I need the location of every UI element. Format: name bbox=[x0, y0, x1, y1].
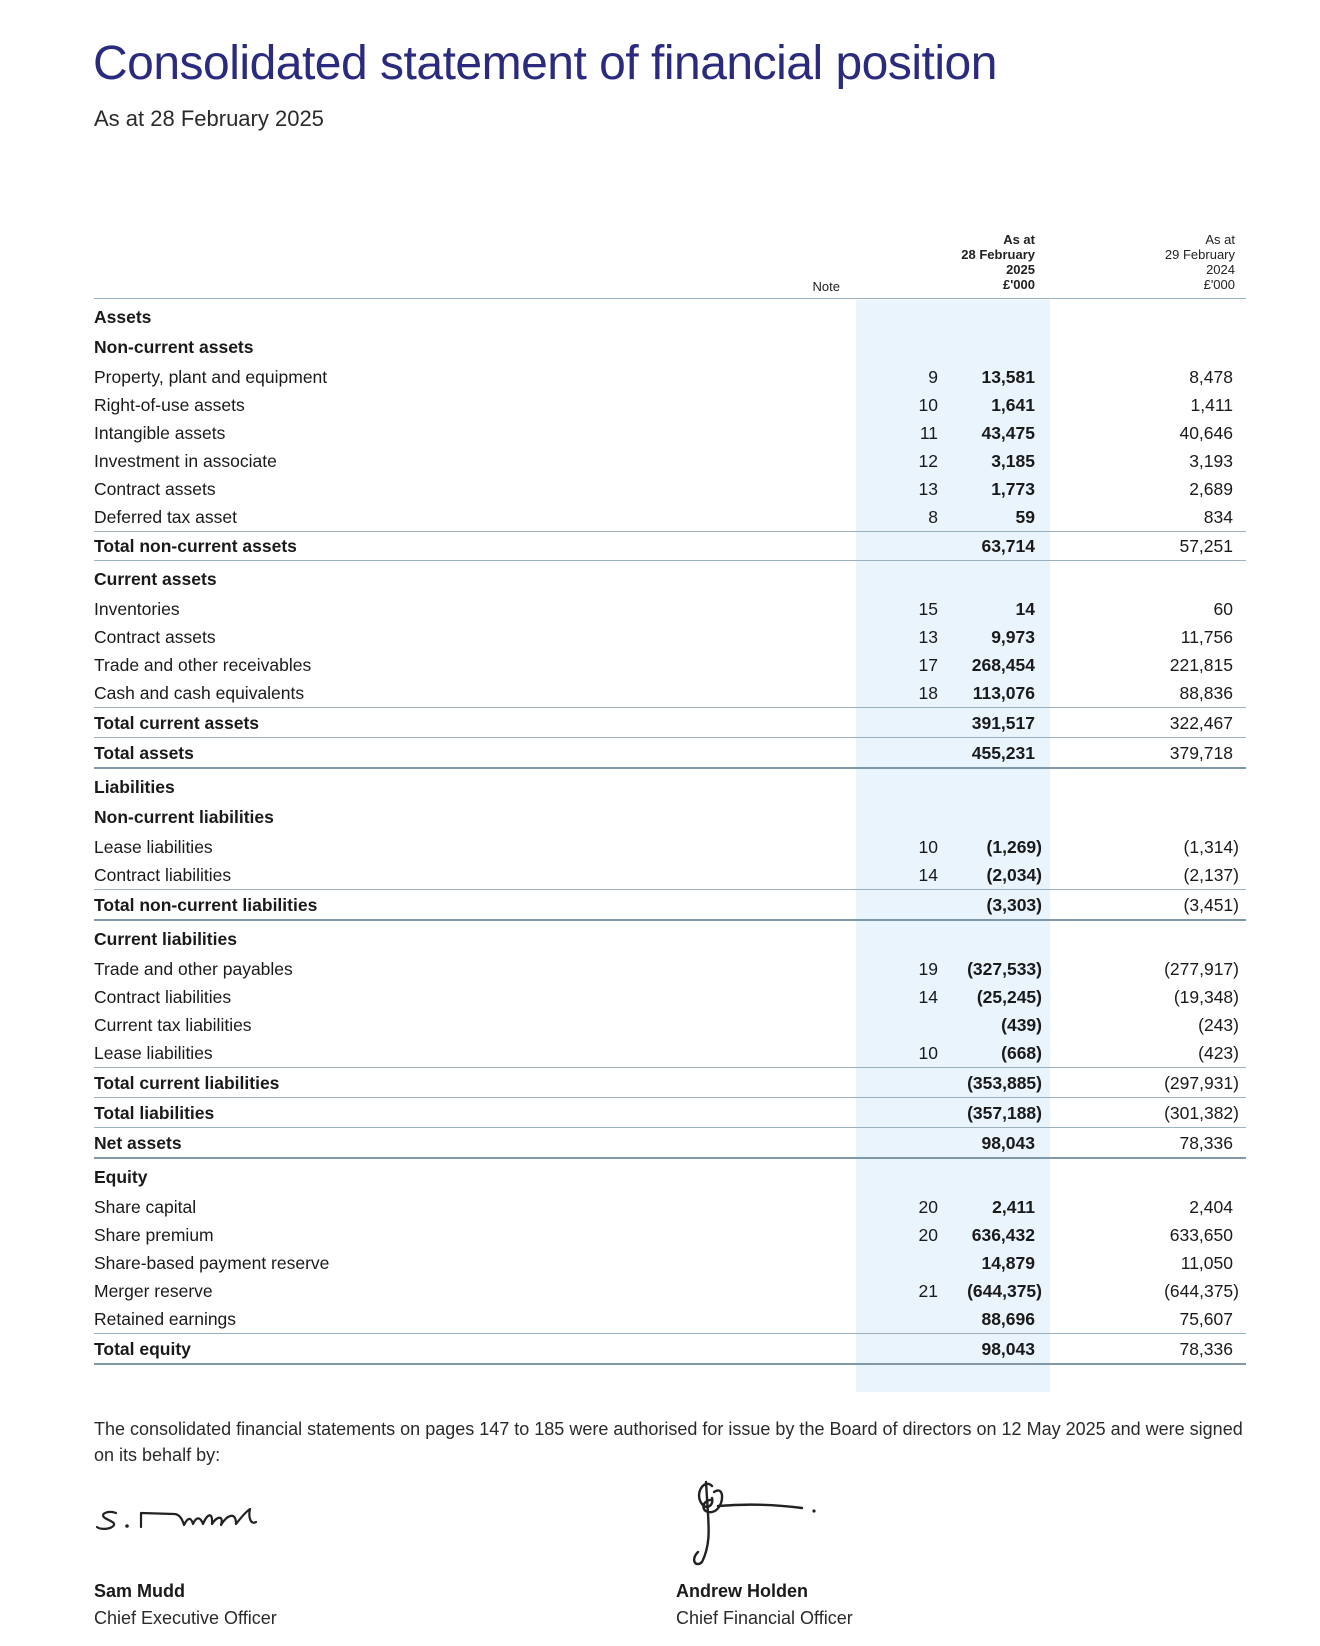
row-label: Current liabilities bbox=[94, 929, 237, 949]
previous-year-value: 11,050 bbox=[1180, 1253, 1233, 1273]
table-row bbox=[94, 1039, 1246, 1067]
row-label: Investment in associate bbox=[94, 451, 277, 471]
note-column-header: Note bbox=[812, 279, 840, 294]
previous-year-value: 221,815 bbox=[1169, 655, 1233, 675]
row-label: Contract assets bbox=[94, 627, 216, 647]
page-title: Consolidated statement of financial position bbox=[93, 37, 997, 90]
section-header-row bbox=[94, 333, 1246, 361]
previous-year-value: 8,478 bbox=[1189, 367, 1233, 387]
row-label: Trade and other receivables bbox=[94, 655, 312, 675]
ceo-role: Chief Executive Officer bbox=[94, 1608, 277, 1628]
row-label: Total non-current assets bbox=[94, 536, 297, 556]
row-note: 14 bbox=[918, 987, 938, 1007]
row-note: 14 bbox=[918, 865, 938, 885]
current-header-line: As at bbox=[1003, 232, 1035, 247]
cfo-signature bbox=[672, 1474, 842, 1570]
previous-year-value: 2,689 bbox=[1189, 479, 1233, 499]
table-row bbox=[94, 861, 1246, 889]
table-row bbox=[94, 419, 1246, 447]
section-header-row bbox=[94, 303, 1246, 331]
row-note: 19 bbox=[918, 959, 938, 979]
current-year-value: (668) bbox=[1001, 1043, 1042, 1063]
row-label: Total assets bbox=[94, 743, 194, 763]
row-label: Equity bbox=[94, 1167, 148, 1187]
table-row bbox=[94, 1305, 1246, 1333]
cfo-name: Andrew Holden bbox=[676, 1581, 809, 1601]
row-label: Right-of-use assets bbox=[94, 395, 245, 415]
row-note: 10 bbox=[918, 837, 938, 857]
total-row bbox=[94, 1129, 1246, 1157]
table-row bbox=[94, 651, 1246, 679]
row-label: Net assets bbox=[94, 1133, 182, 1153]
row-rule bbox=[94, 531, 1246, 532]
previous-year-value: 2,404 bbox=[1189, 1197, 1233, 1217]
row-rule bbox=[94, 560, 1246, 561]
row-note: 13 bbox=[918, 627, 938, 647]
total-row bbox=[94, 1069, 1246, 1097]
row-note: 15 bbox=[918, 599, 938, 619]
total-row bbox=[94, 891, 1246, 919]
table-row bbox=[94, 679, 1246, 707]
previous-year-value: (3,451) bbox=[1183, 895, 1239, 915]
total-row bbox=[94, 1099, 1246, 1127]
row-note: 9 bbox=[928, 367, 938, 387]
previous-header-line: As at bbox=[1205, 232, 1235, 247]
row-note: 20 bbox=[918, 1225, 938, 1245]
page-subtitle: As at 28 February 2025 bbox=[94, 106, 324, 131]
current-year-value: 63,714 bbox=[981, 536, 1035, 556]
row-note: 12 bbox=[918, 451, 938, 471]
previous-year-value: 75,607 bbox=[1179, 1309, 1233, 1329]
previous-year-value: 78,336 bbox=[1179, 1133, 1233, 1153]
row-label: Intangible assets bbox=[94, 423, 226, 443]
row-label: Property, plant and equipment bbox=[94, 367, 328, 387]
row-label: Share-based payment reserve bbox=[94, 1253, 330, 1273]
previous-year-value: (1,314) bbox=[1183, 837, 1239, 857]
current-year-value: 391,517 bbox=[971, 713, 1035, 733]
previous-year-value: (644,375) bbox=[1164, 1281, 1239, 1301]
current-year-value: (439) bbox=[1001, 1015, 1042, 1035]
current-year-value: (353,885) bbox=[967, 1073, 1042, 1093]
previous-year-value: (277,917) bbox=[1164, 959, 1239, 979]
row-note: 21 bbox=[918, 1281, 938, 1301]
current-header-line: £'000 bbox=[1002, 277, 1035, 292]
row-label: Deferred tax asset bbox=[94, 507, 237, 527]
previous-year-value: 379,718 bbox=[1169, 743, 1233, 763]
table-row bbox=[94, 833, 1246, 861]
current-year-value: (1,269) bbox=[986, 837, 1042, 857]
previous-year-value: 3,193 bbox=[1189, 451, 1233, 471]
row-note: 17 bbox=[918, 655, 938, 675]
current-year-value: 1,773 bbox=[991, 479, 1035, 499]
row-note: 10 bbox=[918, 395, 938, 415]
current-year-value: 98,043 bbox=[981, 1339, 1035, 1359]
section-rule-thick bbox=[94, 1363, 1246, 1365]
row-note: 18 bbox=[918, 683, 938, 703]
current-year-value: (357,188) bbox=[967, 1103, 1042, 1123]
previous-year-value: 633,650 bbox=[1169, 1225, 1233, 1245]
table-row bbox=[94, 1011, 1246, 1039]
row-label: Current tax liabilities bbox=[94, 1015, 252, 1035]
previous-year-value: (2,137) bbox=[1183, 865, 1239, 885]
row-label: Total current assets bbox=[94, 713, 260, 733]
row-note: 13 bbox=[918, 479, 938, 499]
table-row bbox=[94, 391, 1246, 419]
current-year-value: (327,533) bbox=[967, 959, 1042, 979]
previous-year-value: (301,382) bbox=[1164, 1103, 1239, 1123]
previous-year-value: (297,931) bbox=[1164, 1073, 1239, 1093]
previous-year-value: 11,756 bbox=[1180, 627, 1233, 647]
previous-year-value: 322,467 bbox=[1169, 713, 1233, 733]
table-row bbox=[94, 595, 1246, 623]
table-row bbox=[94, 1193, 1246, 1221]
table-row bbox=[94, 447, 1246, 475]
row-label: Assets bbox=[94, 307, 152, 327]
current-year-value: 43,475 bbox=[981, 423, 1035, 443]
previous-year-value: 40,646 bbox=[1179, 423, 1233, 443]
current-year-value: 636,432 bbox=[971, 1225, 1035, 1245]
table-row bbox=[94, 983, 1246, 1011]
current-year-value: 113,076 bbox=[972, 683, 1035, 703]
row-label: Total non-current liabilities bbox=[94, 895, 318, 915]
row-label: Liabilities bbox=[94, 777, 175, 797]
previous-year-value: (423) bbox=[1198, 1043, 1239, 1063]
current-year-column-header bbox=[900, 232, 1035, 292]
total-row bbox=[94, 739, 1246, 767]
previous-year-value: (19,348) bbox=[1173, 987, 1239, 1007]
row-label: Total equity bbox=[94, 1339, 191, 1359]
row-rule bbox=[94, 707, 1246, 708]
current-year-value: 9,973 bbox=[991, 627, 1035, 647]
row-label: Lease liabilities bbox=[94, 837, 213, 857]
row-note: 11 bbox=[919, 423, 938, 443]
current-year-value: 2,411 bbox=[992, 1197, 1035, 1217]
previous-year-value: 78,336 bbox=[1179, 1339, 1233, 1359]
table-row bbox=[94, 503, 1246, 531]
previous-year-value: 1,411 bbox=[1190, 395, 1233, 415]
previous-header-line: 29 February bbox=[1164, 247, 1235, 262]
table-row bbox=[94, 955, 1246, 983]
table-row bbox=[94, 623, 1246, 651]
ceo-name: Sam Mudd bbox=[94, 1581, 186, 1601]
row-rule bbox=[94, 1127, 1246, 1128]
total-row bbox=[94, 709, 1246, 737]
table-row bbox=[94, 1249, 1246, 1277]
current-year-value: 13,581 bbox=[981, 367, 1035, 387]
current-year-value: 1,641 bbox=[991, 395, 1035, 415]
row-label: Contract liabilities bbox=[94, 865, 232, 885]
table-row bbox=[94, 1221, 1246, 1249]
row-label: Cash and cash equivalents bbox=[94, 683, 305, 703]
row-label: Contract liabilities bbox=[94, 987, 232, 1007]
current-year-value: 88,696 bbox=[981, 1309, 1035, 1329]
section-rule-thick bbox=[94, 1157, 1246, 1159]
row-note: 10 bbox=[918, 1043, 938, 1063]
authorisation-statement: The consolidated financial statements on pages 147 to 185 were authorised for issue by the Board of directors on 12 May 2025 and were signed on its behalf by: bbox=[94, 1419, 1243, 1465]
previous-year-value: 57,251 bbox=[1179, 536, 1233, 556]
row-rule bbox=[94, 1333, 1246, 1334]
current-header-line: 28 February bbox=[961, 247, 1035, 262]
current-year-value: 59 bbox=[1015, 507, 1035, 527]
section-rule-thick bbox=[94, 767, 1246, 769]
section-rule-thick bbox=[94, 919, 1246, 921]
current-year-value: 455,231 bbox=[971, 743, 1035, 763]
previous-year-value: 88,836 bbox=[1179, 683, 1233, 703]
total-row bbox=[94, 1335, 1246, 1363]
row-label: Contract assets bbox=[94, 479, 216, 499]
current-year-value: 3,185 bbox=[991, 451, 1035, 471]
current-year-value: (3,303) bbox=[986, 895, 1042, 915]
row-label: Retained earnings bbox=[94, 1309, 237, 1329]
current-header-line: 2025 bbox=[1006, 262, 1035, 277]
row-label: Share premium bbox=[94, 1225, 214, 1245]
current-year-value: (2,034) bbox=[986, 865, 1042, 885]
previous-header-line: 2024 bbox=[1206, 262, 1235, 277]
section-header-row bbox=[94, 1163, 1246, 1191]
row-rule bbox=[94, 737, 1246, 738]
cfo-role: Chief Financial Officer bbox=[676, 1608, 853, 1628]
previous-year-column-header bbox=[1100, 232, 1235, 292]
current-year-value: 14,879 bbox=[981, 1253, 1035, 1273]
current-year-value: 14 bbox=[1015, 599, 1035, 619]
header-rule bbox=[94, 298, 1246, 299]
row-label: Non-current assets bbox=[94, 337, 254, 357]
row-note: 8 bbox=[928, 507, 938, 527]
row-rule bbox=[94, 1067, 1246, 1068]
row-note: 20 bbox=[918, 1197, 938, 1217]
row-rule bbox=[94, 889, 1246, 890]
previous-year-value: 60 bbox=[1213, 599, 1233, 619]
section-header-row bbox=[94, 925, 1246, 953]
previous-year-value: (243) bbox=[1198, 1015, 1239, 1035]
table-row bbox=[94, 1277, 1246, 1305]
current-year-value: 98,043 bbox=[981, 1133, 1035, 1153]
ceo-signature bbox=[96, 1502, 336, 1542]
total-row bbox=[94, 532, 1246, 560]
row-label: Current assets bbox=[94, 569, 217, 589]
row-label: Total current liabilities bbox=[94, 1073, 280, 1093]
row-label: Share capital bbox=[94, 1197, 197, 1217]
section-header-row bbox=[94, 773, 1246, 801]
previous-header-line: £'000 bbox=[1203, 277, 1235, 292]
row-label: Non-current liabilities bbox=[94, 807, 274, 827]
row-label: Inventories bbox=[94, 599, 180, 619]
row-label: Merger reserve bbox=[94, 1281, 213, 1301]
table-row bbox=[94, 475, 1246, 503]
row-label: Trade and other payables bbox=[94, 959, 293, 979]
current-year-value: 268,454 bbox=[971, 655, 1035, 675]
section-header-row bbox=[94, 565, 1246, 593]
row-rule bbox=[94, 1097, 1246, 1098]
previous-year-value: 834 bbox=[1203, 507, 1233, 527]
current-year-value: (644,375) bbox=[967, 1281, 1042, 1301]
current-year-value: (25,245) bbox=[976, 987, 1042, 1007]
section-header-row bbox=[94, 803, 1246, 831]
row-label: Total liabilities bbox=[94, 1103, 215, 1123]
row-label: Lease liabilities bbox=[94, 1043, 213, 1063]
table-row bbox=[94, 363, 1246, 391]
